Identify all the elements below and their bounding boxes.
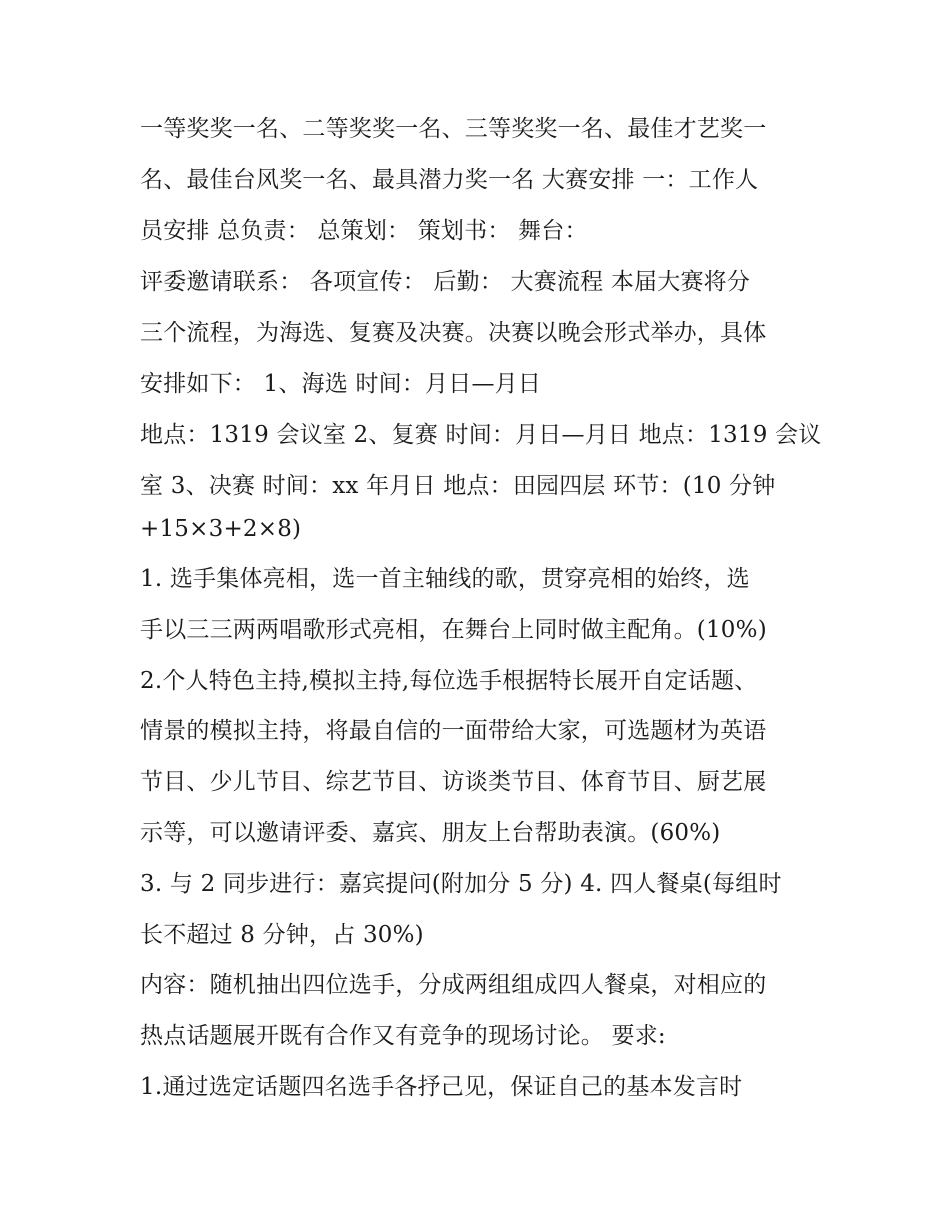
text-line: 1.通过选定话题四名选手各抒己见，保证自己的基本发言时 (140, 1074, 743, 1100)
text-line: 安排如下： 1、海选 时间：月日—月日 (140, 371, 542, 397)
text-line: 2.个人特色主持,模拟主持,每位选手根据特长展开自定话题、 (140, 668, 758, 694)
text-line: +15×3+2×8) (140, 516, 302, 542)
text-line: 员安排 总负责： 总策划： 策划书： 舞台： (140, 218, 588, 244)
text-line: 手以三三两两唱歌形式亮相，在舞台上同时做主配角。(10%) (140, 617, 767, 643)
text-line: 内容：随机抽出四位选手，分成两组组成四人餐桌，对相应的 (140, 972, 767, 998)
text-line: 评委邀请联系： 各项宣传： 后勤： 大赛流程 本届大赛将分 (140, 269, 751, 295)
text-line: 室 3、决赛 时间：xx 年月日 地点：田园四层 环节：(10 分钟 (140, 473, 776, 499)
text-line: 1. 选手集体亮相，选一首主轴线的歌，贯穿亮相的始终，选 (140, 566, 750, 592)
text-line: 地点：1319 会议室 2、复赛 时间：月日—月日 地点：1319 会议 (140, 422, 822, 448)
text-line: 名、最佳台风奖一名、最具潜力奖一名 大赛安排 一：工作人 (140, 167, 759, 193)
text-line: 情景的模拟主持，将最自信的一面带给大家，可选题材为英语 (140, 718, 767, 744)
text-line: 长不超过 8 分钟，占 30%) (140, 922, 424, 948)
text-line: 三个流程，为海选、复赛及决赛。决赛以晚会形式举办，具体 (140, 320, 767, 346)
text-line: 3. 与 2 同步进行：嘉宾提问(附加分 5 分) 4. 四人餐桌(每组时 (140, 871, 782, 897)
text-line: 一等奖奖一名、二等奖奖一名、三等奖奖一名、最佳才艺奖一 (140, 116, 767, 142)
text-line: 热点话题展开既有合作又有竞争的现场讨论。 要求: (140, 1023, 666, 1049)
text-line: 示等，可以邀请评委、嘉宾、朋友上台帮助表演。(60%) (140, 820, 721, 846)
text-line: 节目、少儿节目、综艺节目、访谈类节目、体育节目、厨艺展 (140, 769, 767, 795)
